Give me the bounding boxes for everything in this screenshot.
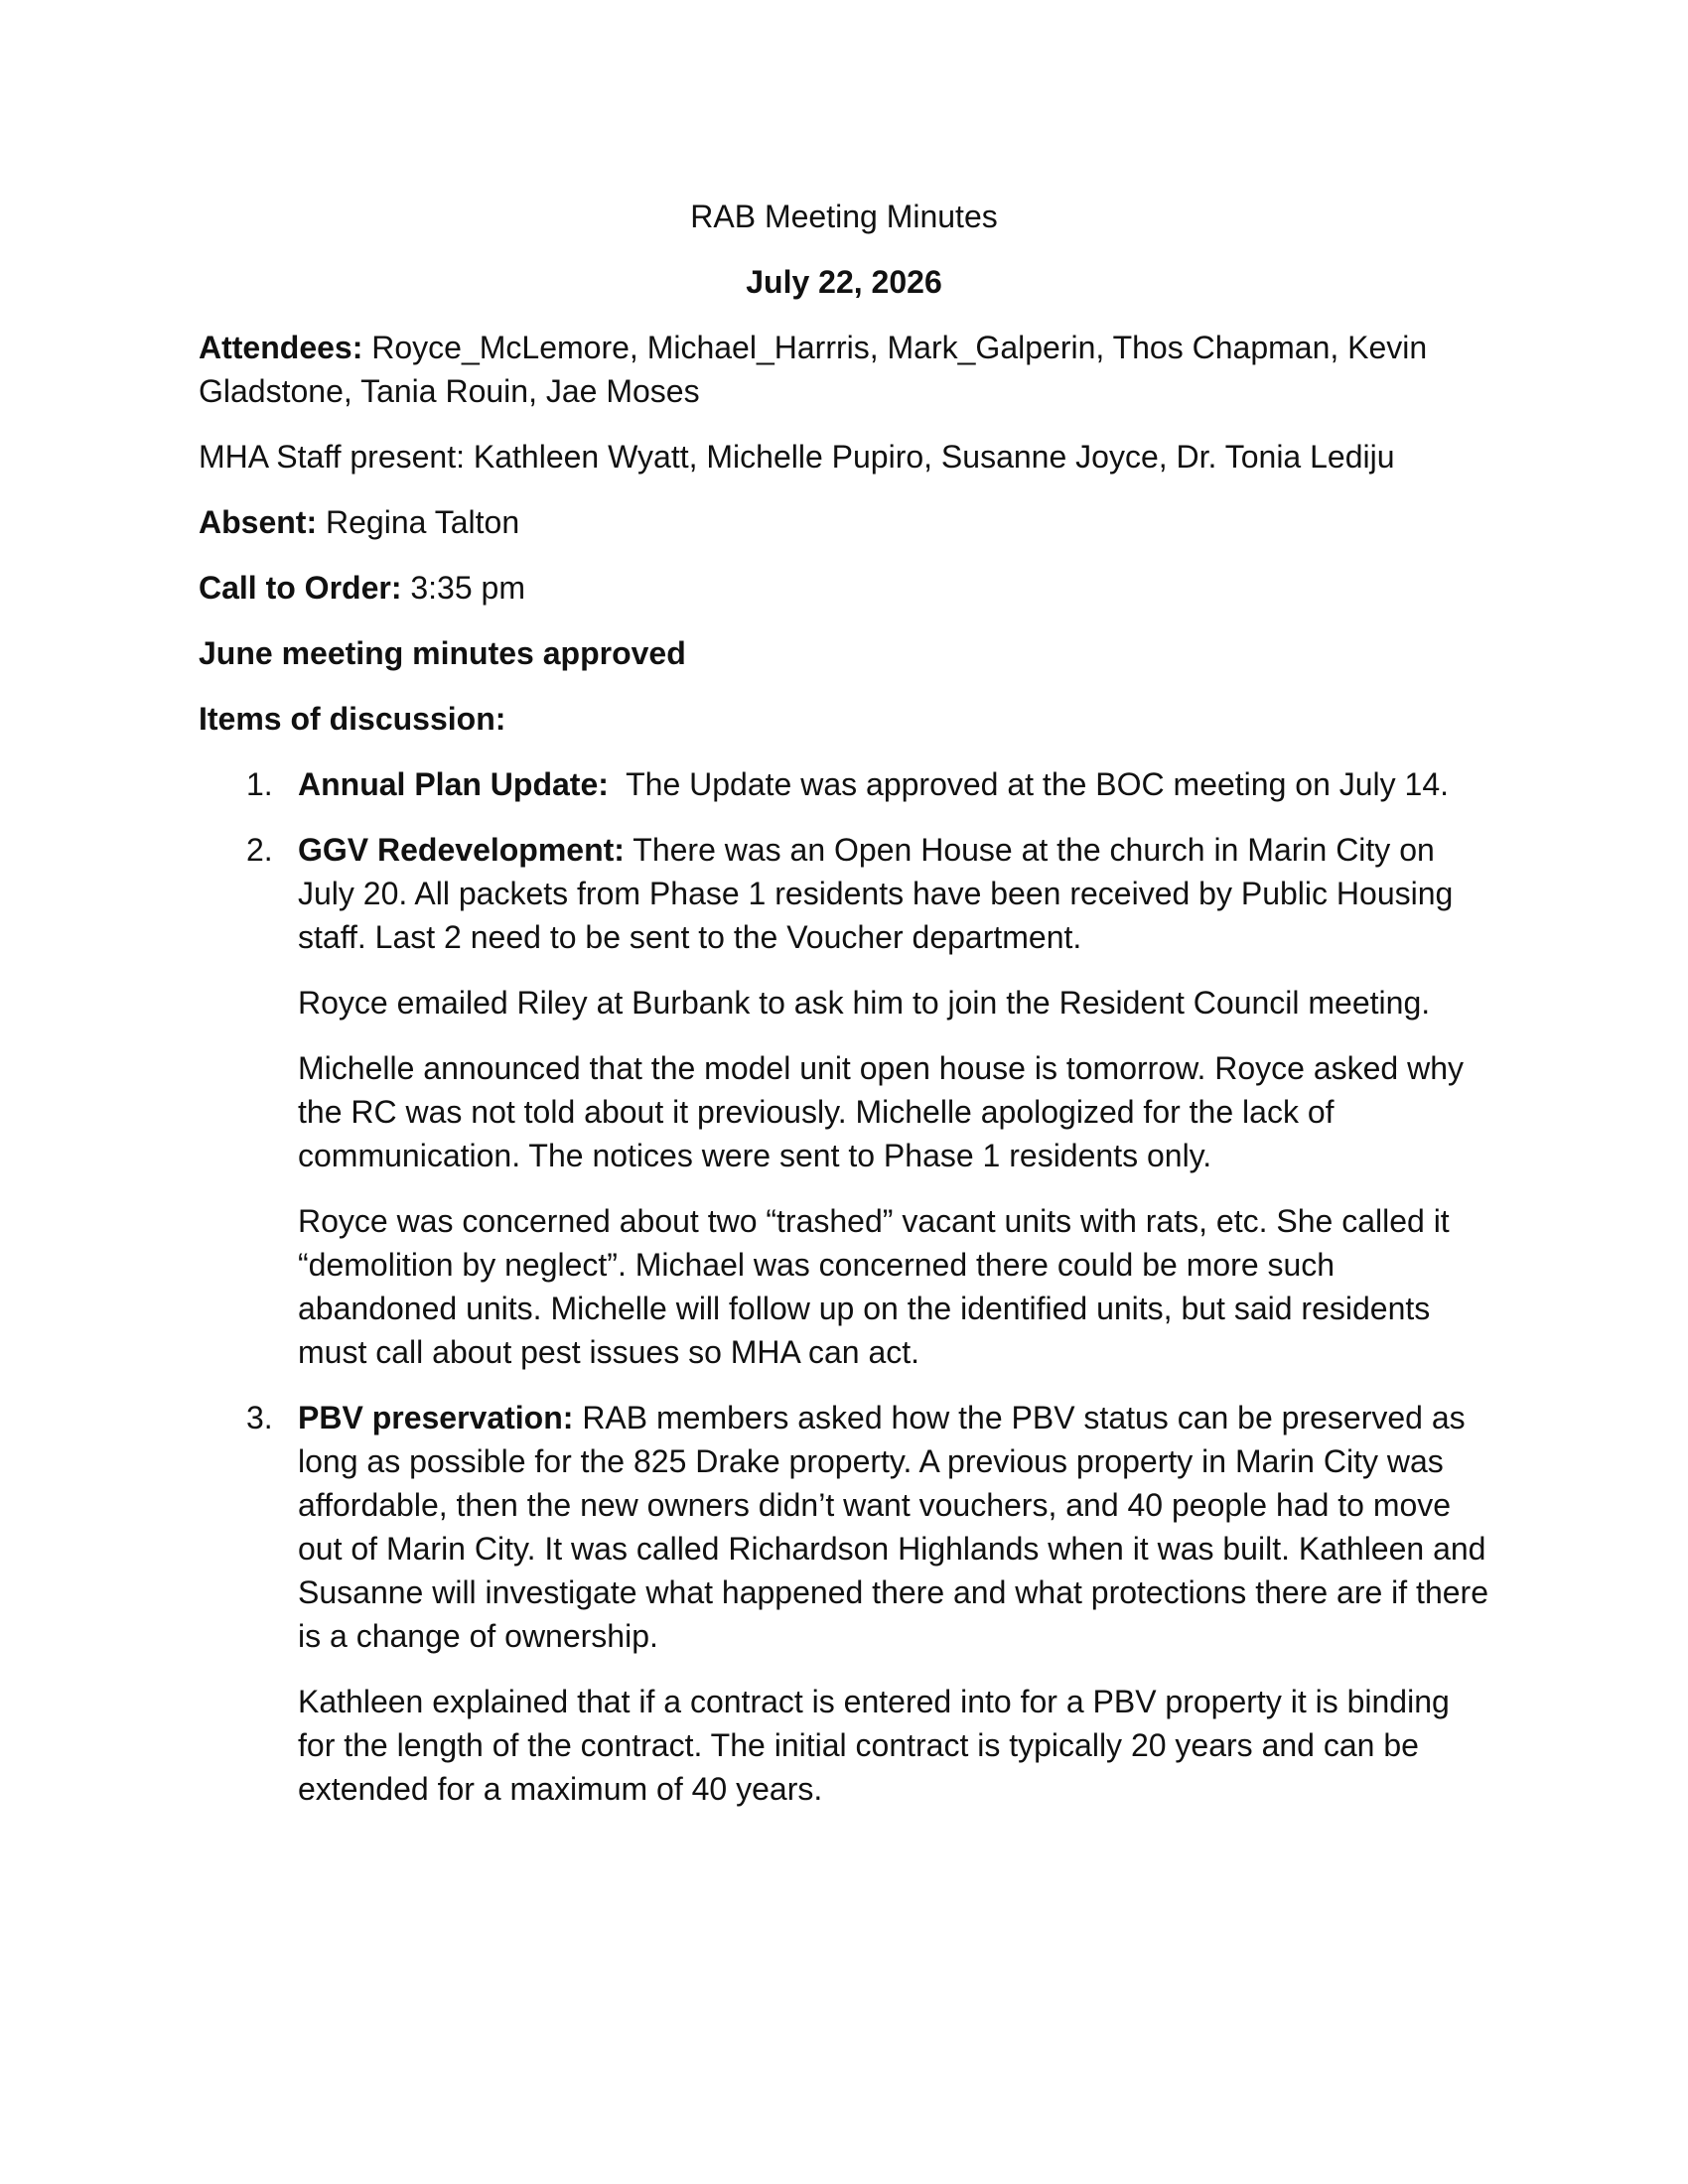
attendees-line bbox=[199, 326, 1489, 413]
discussion-item bbox=[199, 762, 1489, 806]
item-paragraph: Kathleen explained that if a contract is entered into for a PBV property it is binding for the length of the contract. The initial contract is typically 20 years and can be extended for a maximum of 40 years. bbox=[298, 1684, 1450, 1807]
document-title: RAB Meeting Minutes bbox=[690, 199, 998, 234]
call-to-order-value: 3:35 pm bbox=[401, 570, 525, 606]
attendees-label: Attendees: bbox=[199, 330, 363, 365]
call-to-order-label: Call to Order: bbox=[199, 570, 402, 606]
item-text: RAB members asked how the PBV status can be preserved as long as possible for the 825 Drake property. A previous property in Marin City was affordable, then the new owners didn’t want vouchers, and 40 people had to move out of Marin City. It was called Richardson Highlands when it was built. Kathleen and Susanne will investigate what happened there and what protections there are if there is a change of ownership. bbox=[298, 1400, 1488, 1654]
item-paragraph: Royce was concerned about two “trashed” vacant units with rats, etc. She called it “demolition by neglect”. Michael was concerned there could be more such abandoned units. Michelle will follow up on the identified units, but said residents must call about pest issues so MHA can act. bbox=[298, 1203, 1450, 1370]
item-label: Annual Plan Update: bbox=[298, 766, 609, 802]
discussion-heading: Items of discussion: bbox=[199, 701, 506, 737]
absent-label: Absent: bbox=[199, 504, 318, 540]
item-text: There was an Open House at the church in Marin City on July 20. All packets from Phase 1 residents have been received by Public Housing staff. Last 2 need to be sent to the Voucher department. bbox=[298, 832, 1454, 955]
discussion-item bbox=[199, 1396, 1489, 1811]
call-to-order-line bbox=[199, 566, 1489, 610]
item-paragraph bbox=[298, 828, 1489, 959]
item-paragraph: Royce emailed Riley at Burbank to ask him to join the Resident Council meeting. bbox=[298, 985, 1431, 1021]
staff-present-line: MHA Staff present: Kathleen Wyatt, Michelle Pupiro, Susanne Joyce, Dr. Tonia Lediju bbox=[199, 439, 1395, 475]
item-paragraph bbox=[298, 1396, 1489, 1658]
item-number: 3. bbox=[246, 1400, 273, 1435]
item-label: GGV Redevelopment: bbox=[298, 832, 625, 868]
absent-line bbox=[199, 500, 1489, 544]
item-text: The Update was approved at the BOC meeting on July 14. bbox=[608, 766, 1450, 802]
item-number: 2. bbox=[246, 832, 273, 868]
meeting-date: July 22, 2026 bbox=[746, 264, 942, 300]
document-page bbox=[199, 195, 1489, 1833]
item-label: PBV preservation: bbox=[298, 1400, 574, 1435]
item-paragraph: Michelle announced that the model unit open house is tomorrow. Royce asked why the RC was not told about it previously. Michelle apologized for the lack of communication. The notices were sent to Phase 1 residents only. bbox=[298, 1050, 1465, 1173]
discussion-item bbox=[199, 828, 1489, 1374]
item-number: 1. bbox=[246, 766, 273, 802]
absent-value: Regina Talton bbox=[317, 504, 520, 540]
minutes-approved: June meeting minutes approved bbox=[199, 635, 686, 671]
attendees-value: Royce_McLemore, Michael_Harrris, Mark_Galperin, Thos Chapman, Kevin Gladstone, Tania Rouin, Jae Moses bbox=[199, 330, 1428, 409]
item-paragraph bbox=[298, 762, 1489, 806]
discussion-list bbox=[199, 762, 1489, 1811]
